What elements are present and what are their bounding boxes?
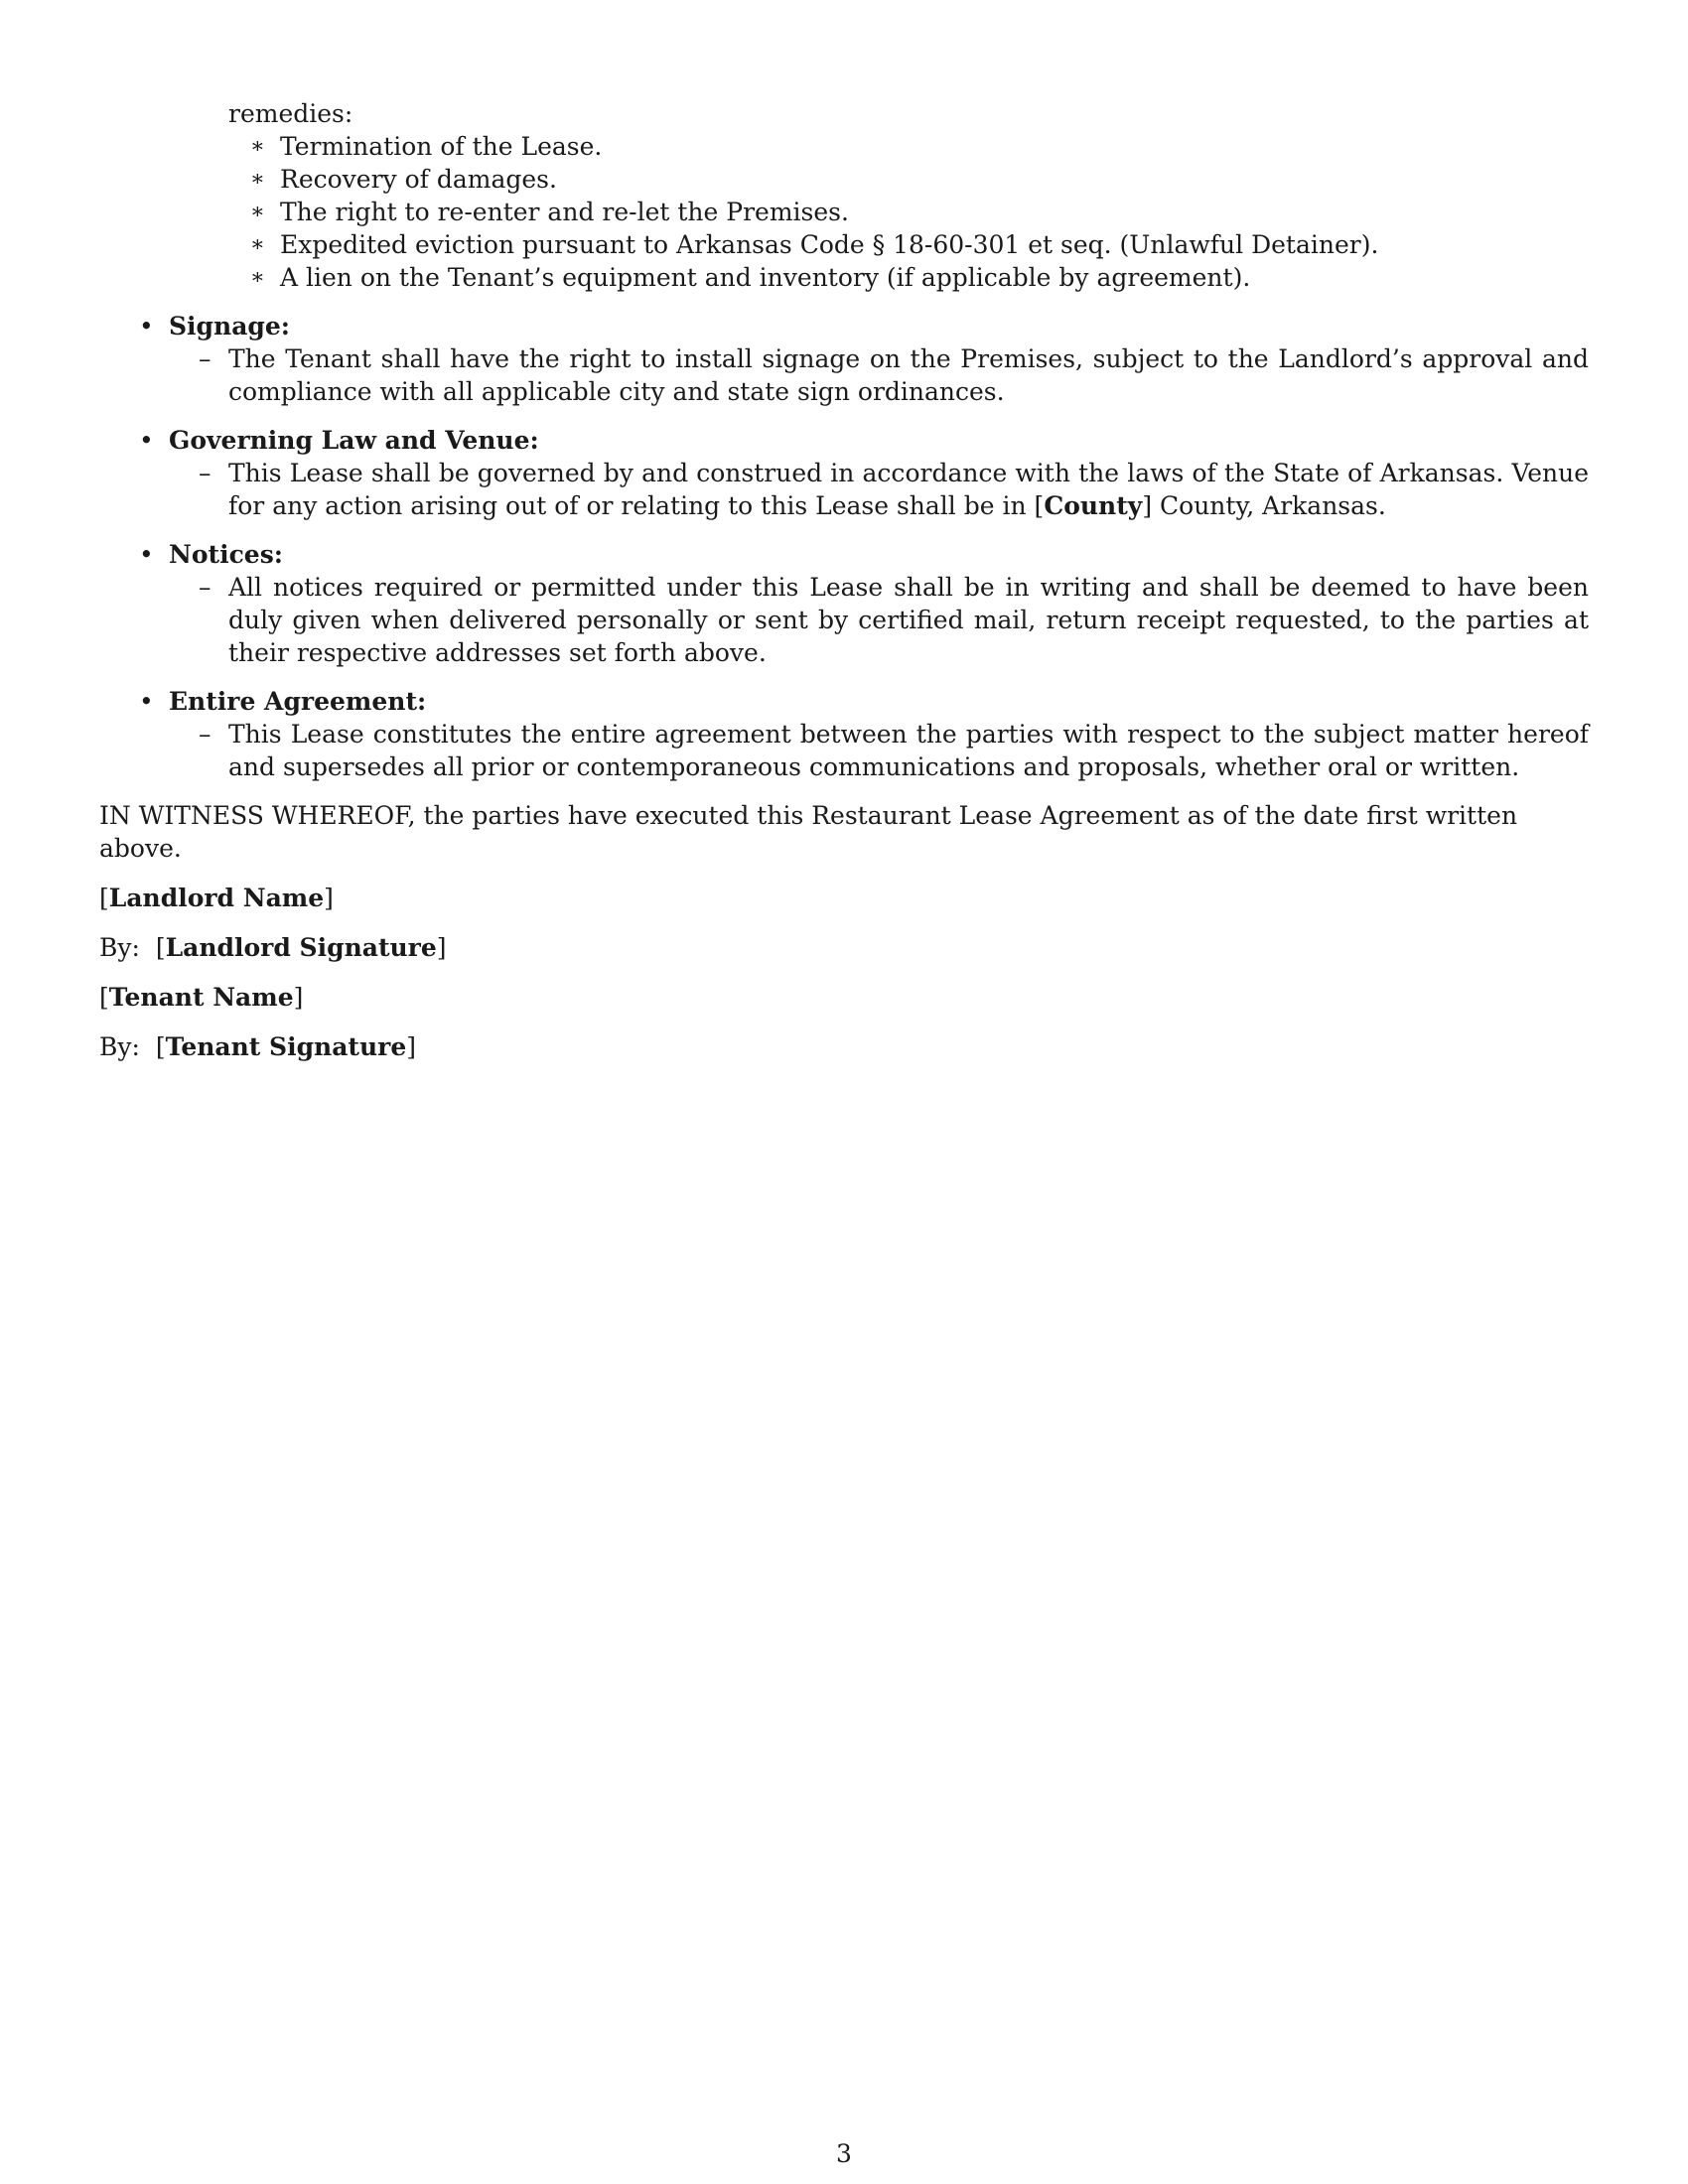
list-item: ∗ Termination of the Lease. [250, 132, 603, 161]
section-notices [99, 538, 1589, 669]
landlord-name-line: [Landlord Name] [99, 884, 334, 912]
section-governing-law [99, 424, 1589, 522]
section-entire-agreement [99, 685, 1589, 783]
section-heading: Governing Law and Venue: [169, 426, 539, 455]
section-body: – This Lease constitutes the entire agreement between the parties with respect to the subject matter hereof and supersedes all prior or contemporaneous communications and proposals, whether oral or written. [199, 720, 1589, 781]
section-body: – The Tenant shall have the right to install signage on the Premises, subject to the Landlord’s approval and compliance with all applicable city and state sign ordinances. [199, 344, 1589, 406]
county-placeholder: [County] [1034, 491, 1153, 520]
bullet-marker: • [139, 426, 154, 455]
list-item: ∗ A lien on the Tenant’s equipment and inventory (if applicable by agreement). [250, 263, 1251, 292]
dash-marker: – [199, 573, 211, 602]
page-number: 3 [836, 2139, 852, 2168]
remedies-list [250, 130, 1589, 294]
tenant-signature-line: By: [Tenant Signature] [99, 1032, 416, 1061]
witness-clause: IN WITNESS WHEREOF, the parties have executed this Restaurant Lease Agreement as of the date first written above. [99, 801, 1518, 863]
list-item: ∗ The right to re-enter and re-let the Premises. [250, 198, 849, 226]
dash-marker: – [199, 344, 211, 373]
list-item: ∗ Recovery of damages. [250, 165, 557, 194]
bullet-marker: • [139, 312, 154, 341]
bullet-marker: • [139, 540, 154, 569]
dash-marker: – [199, 720, 211, 749]
section-heading: Signage: [169, 312, 291, 341]
list-item: ∗ Expedited eviction pursuant to Arkansas Code § 18-60-301 et seq. (Unlawful Detainer). [250, 230, 1379, 259]
section-heading: Entire Agreement: [169, 687, 427, 716]
section-body: – This Lease shall be governed by and construed in accordance with the laws of the State of Arkansas. Venue for any action arising out of or relating to this Lease shall be in [County] County, Arkansas. [199, 459, 1589, 520]
star-marker: ∗ [250, 232, 265, 257]
document-page [99, 97, 1589, 1063]
star-marker: ∗ [250, 200, 265, 224]
section-heading: Notices: [169, 540, 284, 569]
bullet-marker: • [139, 687, 154, 716]
section-signage [99, 310, 1589, 408]
landlord-signature-line: By: [Landlord Signature] [99, 933, 447, 962]
remedies-continuation: remedies: [228, 99, 353, 128]
section-body: – All notices required or permitted under this Lease shall be in writing and shall be deemed to have been duly given when delivered personally or sent by certified mail, return receipt requested, to the parties at their respective addresses set forth above. [199, 573, 1589, 667]
star-marker: ∗ [250, 167, 265, 192]
tenant-name-line: [Tenant Name] [99, 983, 304, 1012]
star-marker: ∗ [250, 265, 265, 290]
star-marker: ∗ [250, 134, 265, 159]
dash-marker: – [199, 459, 211, 487]
